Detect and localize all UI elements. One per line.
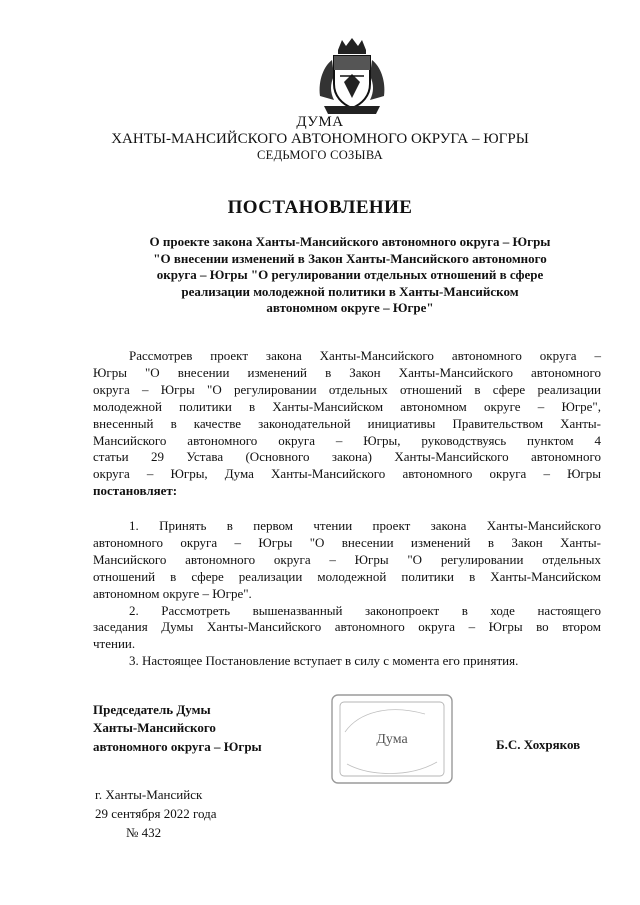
convocation: СЕДЬМОГО СОЗЫВА: [257, 148, 383, 162]
issue-city: г. Ханты-Мансийск: [95, 787, 203, 802]
preamble-line: молодежной политики в Ханты-Мансийском автономном округе – Югре",: [93, 398, 601, 414]
preamble: [93, 348, 601, 500]
item-1-line: Мансийского автономного округа – Югры "О регулировании отдельных: [93, 551, 601, 567]
position-line: Ханты-Мансийского: [93, 720, 216, 736]
issue-details: [95, 785, 217, 842]
resolution-items: [93, 518, 601, 670]
item-1-line: автономном округе – Югре".: [93, 585, 252, 601]
subject-line: О проекте закона Ханты-Мансийского автономного округа – Югры: [149, 234, 551, 249]
item-2-line: заседания Думы Ханты-Мансийского автономного округа – Югры во втором: [93, 619, 601, 635]
subject-line: округа – Югры "О регулировании отдельных отношений в сфере: [156, 267, 544, 283]
preamble-line: Мансийского автономного округа – Югры, руководствуясь пунктом 4: [93, 432, 601, 448]
official-stamp: [329, 692, 455, 786]
item-1-line: автономного округа – Югры "О внесении изменений в Закон Ханты-: [93, 534, 601, 550]
issue-date: 29 сентября 2022 года: [95, 806, 217, 821]
signatory-position: [93, 701, 262, 756]
position-line: Председатель Думы: [93, 702, 211, 717]
subject-line: "О внесении изменений в Закон Ханты-Мансийского автономного: [153, 250, 547, 266]
preamble-line: округа – Югры, Дума Ханты-Мансийского автономного округа – Югры: [93, 466, 601, 482]
subject-line: автономном округе – Югре": [266, 300, 434, 316]
preamble-line: Рассмотрев проект закона Ханты-Мансийского автономного округа –: [129, 348, 601, 363]
item-2-line: 2. Рассмотреть вышеназванный законопроект в ходе настоящего: [129, 602, 601, 618]
item-3-line: 3. Настоящее Постановление вступает в силу с момента его принятия.: [129, 653, 519, 669]
signatory-name: Б.С. Хохряков: [496, 737, 581, 752]
resolves-word: постановляет:: [93, 483, 178, 499]
preamble-line: внесенный в качестве законодательной инициативы Правительством Ханты-: [93, 415, 601, 431]
item-1-line: 1. Принять в первом чтении проект закона Ханты-Мансийского: [129, 518, 601, 533]
document-number: № 432: [126, 825, 162, 840]
stamp-text: Дума: [376, 732, 408, 747]
preamble-line: Югры "О внесении изменений в Закон Ханты-Мансийского автономного: [93, 364, 601, 380]
document-type: ПОСТАНОВЛЕНИЕ: [227, 197, 413, 218]
item-1-line: отношений в сфере реализации молодежной политики в Ханты-Мансийском: [93, 568, 601, 584]
subject-line: реализации молодежной политики в Ханты-Мансийском: [181, 283, 519, 299]
preamble-line: статьи 29 Устава (Основного закона) Ханты-Мансийского автономного: [93, 449, 601, 465]
preamble-line: округа – Югры "О регулировании отдельных отношений в сфере реализации: [93, 381, 601, 397]
coat-of-arms-icon: [316, 36, 388, 116]
region-name: ХАНТЫ-МАНСИЙСКОГО АВТОНОМНОГО ОКРУГА – ЮГРЫ: [111, 131, 529, 147]
organization-name: ДУМА: [296, 114, 344, 130]
item-2-line: чтении.: [93, 636, 136, 652]
document-subject: [100, 234, 600, 317]
position-line: автономного округа – Югры: [93, 738, 262, 754]
